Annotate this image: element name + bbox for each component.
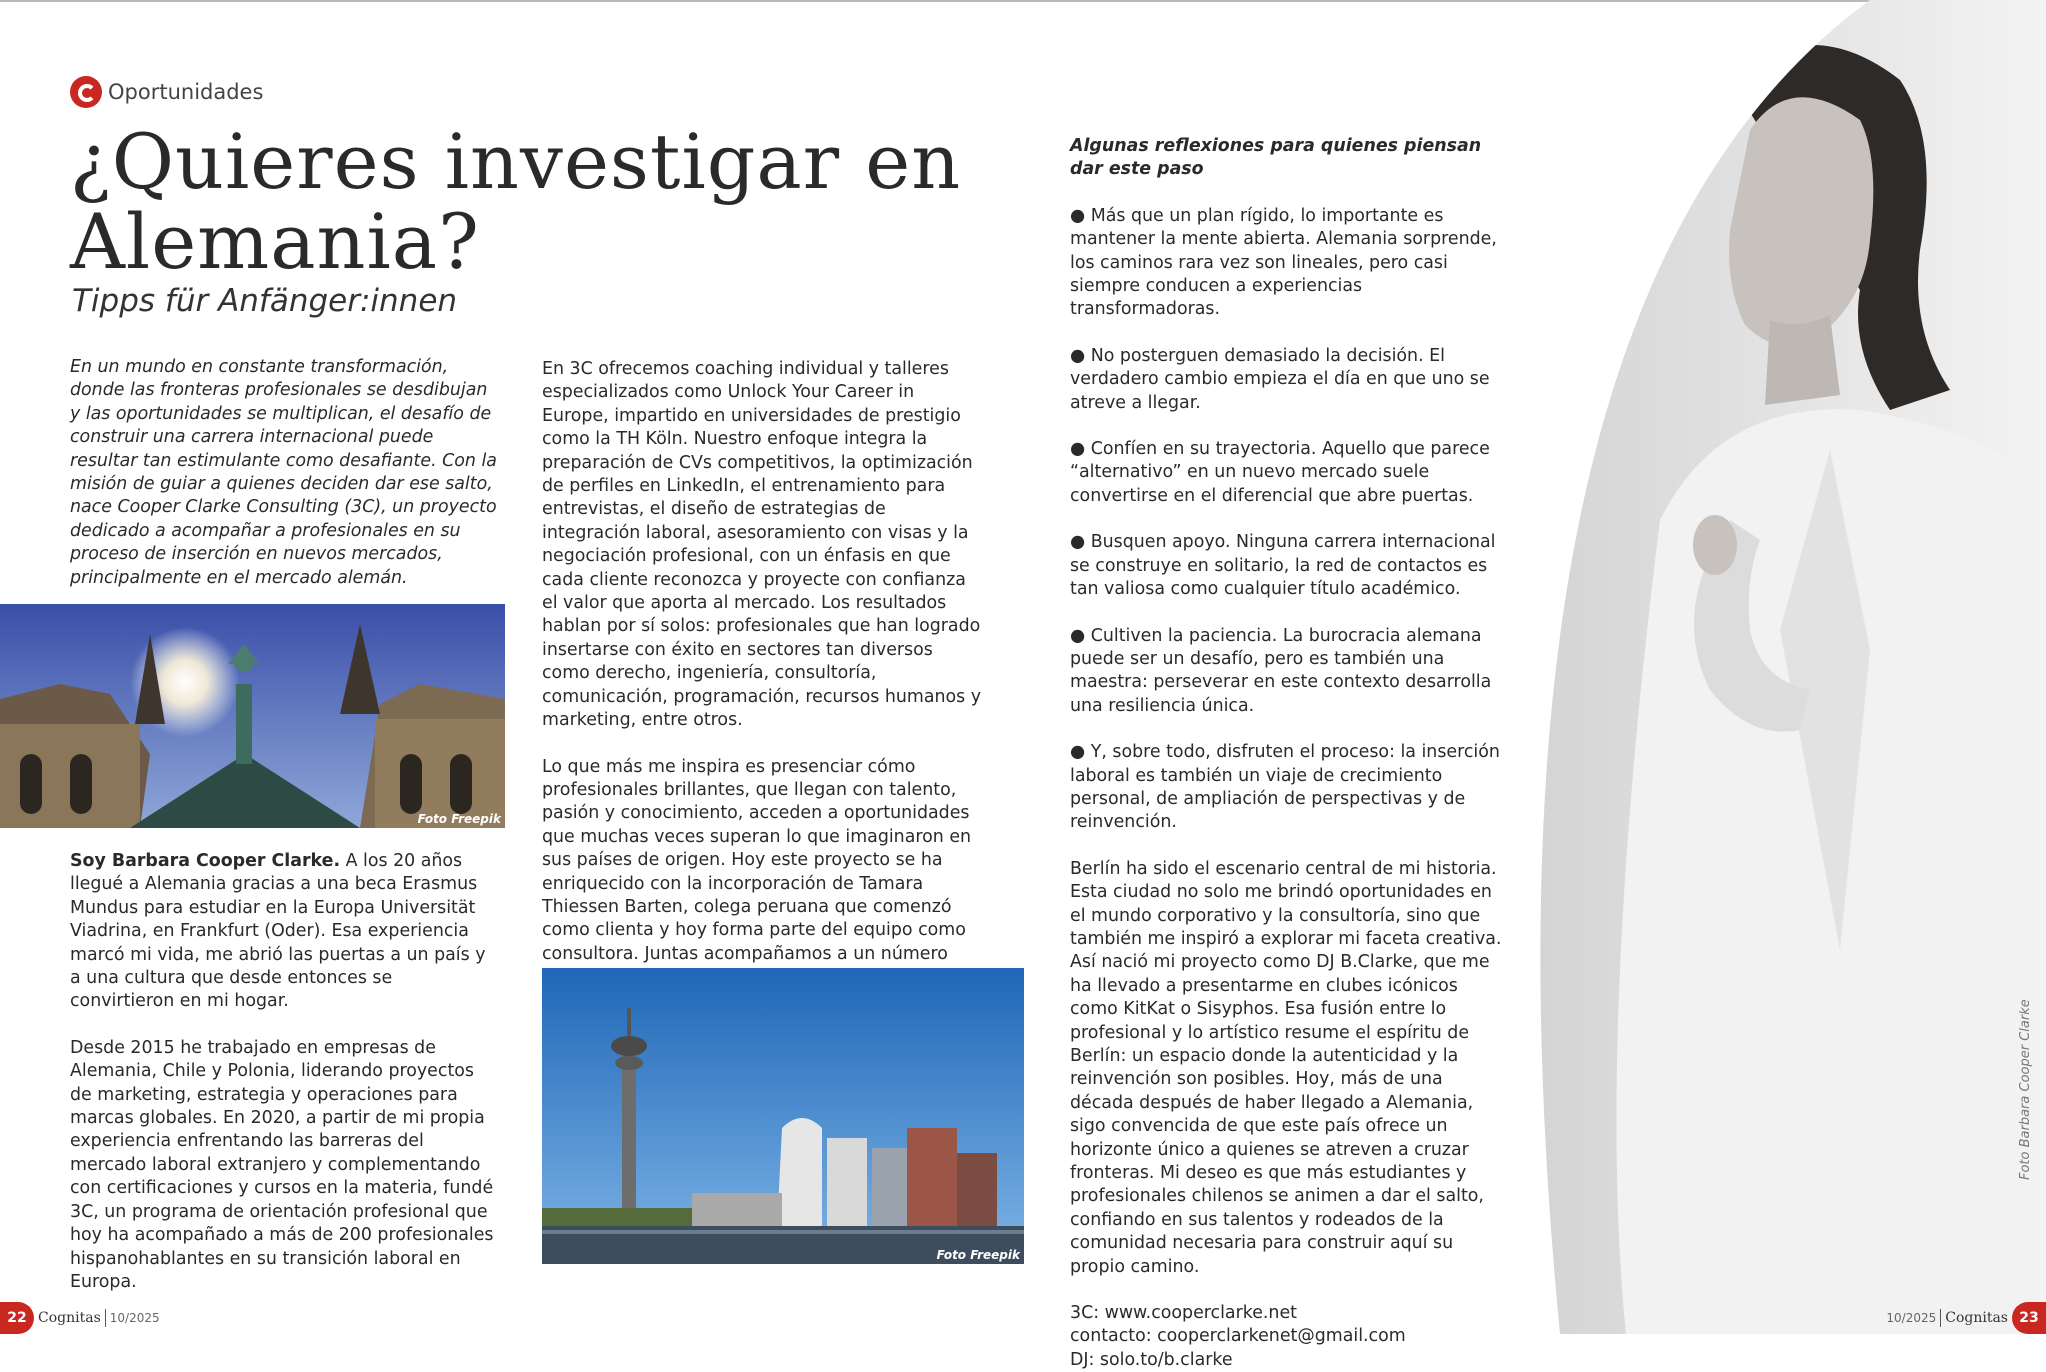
middle-paragraph-1: En 3C ofrecemos coaching individual y talleres especializados como Unlock Your Career in Europe, impartido en universidades de prestigio como la TH Köln. Nuestro enfoque integra la preparación de CVs competitivos, la optimización de perfiles en LinkedIn, el entrenamiento para entrevistas, el diseño de estrategias de integración laboral, asesoramiento con visas y la negociación profesional, con un énfasis en que cada cliente reconozca y proyecte con confianza el valor que aporta al mercado. Los resultados hablan por sí solos: profesionales que han logrado insertarse con éxito en sectores tan diversos como derecho, ingeniería, consultoría, comunicación, programación, recursos humanos y marketing, entre otros. bbox=[542, 359, 982, 731]
magazine-name-right: Cognitas bbox=[1945, 1310, 2008, 1326]
portrait-photo bbox=[1500, 0, 2046, 1334]
middle-column bbox=[542, 358, 982, 1013]
tip-item: ● Confíen en su trayectoria. Aquello que parece “alternativo” en un nuevo mercado suele convertirse en el diferencial que abre puertas. bbox=[1070, 439, 1490, 506]
tip-item: ● No posterguen demasiado la decisión. El verdadero cambio empieza el día en que uno se atreve a llegar. bbox=[1070, 345, 1490, 413]
c-logo-icon bbox=[70, 76, 102, 108]
magazine-name-left: Cognitas bbox=[38, 1310, 101, 1326]
bio-paragraph-2: Desde 2015 he trabajado en empresas de Alemania, Chile y Polonia, liderando proyectos de marketing, estrategia y operaciones para marcas globales. En 2020, a partir de mi propia experiencia enfrentando las barreras del mercado laboral extranjero y complementando con certificaciones y cursos en la materia, fundé 3C, un programa de orientación profesional que hoy ha acompañado a más de 200 profesionales hispanohablantes en su transición laboral en Europa. bbox=[70, 1037, 494, 1292]
tip-item: ● Busquen apoyo. Ninguna carrera internacional se construye en solitario, la red de contactos es tan valiosa como cualquier título académico. bbox=[1070, 532, 1496, 600]
section-header bbox=[70, 74, 263, 110]
issue-right: 10/2025 bbox=[1886, 1311, 1937, 1325]
bio-intro bbox=[70, 850, 500, 1014]
portrait-credit bbox=[2018, 999, 2038, 1180]
closing-paragraph: Berlín ha sido el escenario central de mi historia. Esta ciudad no solo me brindó oportunidades en el mundo corporativo y la consultoría, sino que también me inspiró a explorar mi faceta creativa. Así nació mi proyecto como DJ B.Clarke, que me ha llevado a presentarme en clubes icónicos como KitKat o Sisyphos. Esa fusión entre lo profesional y lo artístico resume el espíritu de Berlín: un espacio donde la autenticidad y la reinvención son posibles. Hoy, más de una década después de haber llegado a Alemania, sigo convencida de que este país ofrece un horizonte único a quienes se atreven a cruzar fronteras. Mi deseo es que más estudiantes y profesionales chilenos se animen a dar el salto, confiando en sus talentos y rodeados de la comunidad necesaria para construir aquí su propio camino. bbox=[1070, 858, 1502, 1277]
article-title: ¿Quieres investigar en Alemania? bbox=[70, 117, 962, 286]
cathedral-photo bbox=[0, 604, 505, 828]
tip-item: ● Y, sobre todo, disfruten el proceso: la inserción laboral es también un viaje de crecimiento personal, de ampliación de perspectivas y de reinvención. bbox=[1070, 742, 1500, 833]
lead-paragraph: En un mundo en constante transformación, donde las fronteras profesionales se desdibujan y las oportunidades se multiplican, el desafío de construir una carrera internacional puede resultar tan estimulante como desafiante. Con la misión de guiar a quienes deciden dar ese salto, nace Cooper Clarke Consulting (3C), un proyecto dedicado a acompañar a profesionales en su proceso de inserción en nuevos mercados, principalmente en el mercado alemán. bbox=[70, 357, 497, 588]
bio-column bbox=[70, 850, 500, 1294]
portrait-credit-text: Foto Barbara Cooper Clarke bbox=[2018, 999, 2033, 1180]
issue-left: 10/2025 bbox=[109, 1311, 160, 1325]
contact-dj-link[interactable]: DJ: solo.to/b.clarke bbox=[1070, 1349, 1233, 1370]
right-column bbox=[1070, 135, 1510, 1372]
contact-email[interactable]: contacto: cooperclarkenet@gmail.com bbox=[1070, 1326, 1406, 1347]
tower-photo-credit: Foto Freepik bbox=[936, 1248, 1020, 1262]
bio-intro-bold: Soy Barbara Cooper Clarke. bbox=[70, 851, 341, 871]
cathedral-photo-credit: Foto Freepik bbox=[417, 812, 501, 826]
lead-paragraph-column bbox=[70, 356, 500, 590]
tips-heading: Algunas reflexiones para quienes piensan dar este paso bbox=[1070, 136, 1482, 180]
contact-block bbox=[1070, 1302, 1510, 1372]
section-label: Oportunidades bbox=[108, 80, 264, 104]
page-number-left: 22 bbox=[0, 1302, 34, 1334]
footer-left bbox=[0, 1302, 164, 1334]
bio-intro-rest: A los 20 años llegué a Alemania gracias a una beca Erasmus Mundus para estudiar en la Europa Universität Viadrina, en Frankfurt (Oder). Esa experiencia marcó mi vida, me abrió las puertas a un país y a una cultura que desde entonces se convirtieron en mi hogar. bbox=[70, 851, 486, 1012]
cathedral-illustration bbox=[0, 604, 505, 828]
contact-website[interactable]: 3C: www.cooperclarke.net bbox=[1070, 1303, 1297, 1324]
tower-photo bbox=[542, 968, 1024, 1264]
tip-item: ● Más que un plan rígido, lo importante es mantener la mente abierta. Alemania sorprende, los caminos rara vez son lineales, pero casi siempre conducen a experiencias transformadoras. bbox=[1070, 205, 1497, 320]
tip-item: ● Cultiven la paciencia. La burocracia alemana puede ser un desafío, pero es también una maestra: perseverar en este contexto desarrolla una resiliencia única. bbox=[1070, 625, 1492, 716]
tower-illustration bbox=[542, 968, 1024, 1264]
article-subtitle: Tipps für Anfänger:innen bbox=[72, 283, 458, 319]
middle-paragraph-2: Lo que más me inspira es presenciar cómo profesionales brillantes, que llegan con talento, pasión y conocimiento, acceden a oportunidades que muchas veces superan lo que imaginaron en sus países de origen. Hoy este proyecto se ha enriquecido con la incorporación de Tamara Thiessen Barten, colega peruana que comenzó como clienta y hoy forma parte del equipo como consultora. Juntas acompañamos a un número bbox=[542, 756, 972, 964]
footer-right bbox=[1882, 1302, 2046, 1334]
page-number-right: 23 bbox=[2012, 1302, 2046, 1334]
